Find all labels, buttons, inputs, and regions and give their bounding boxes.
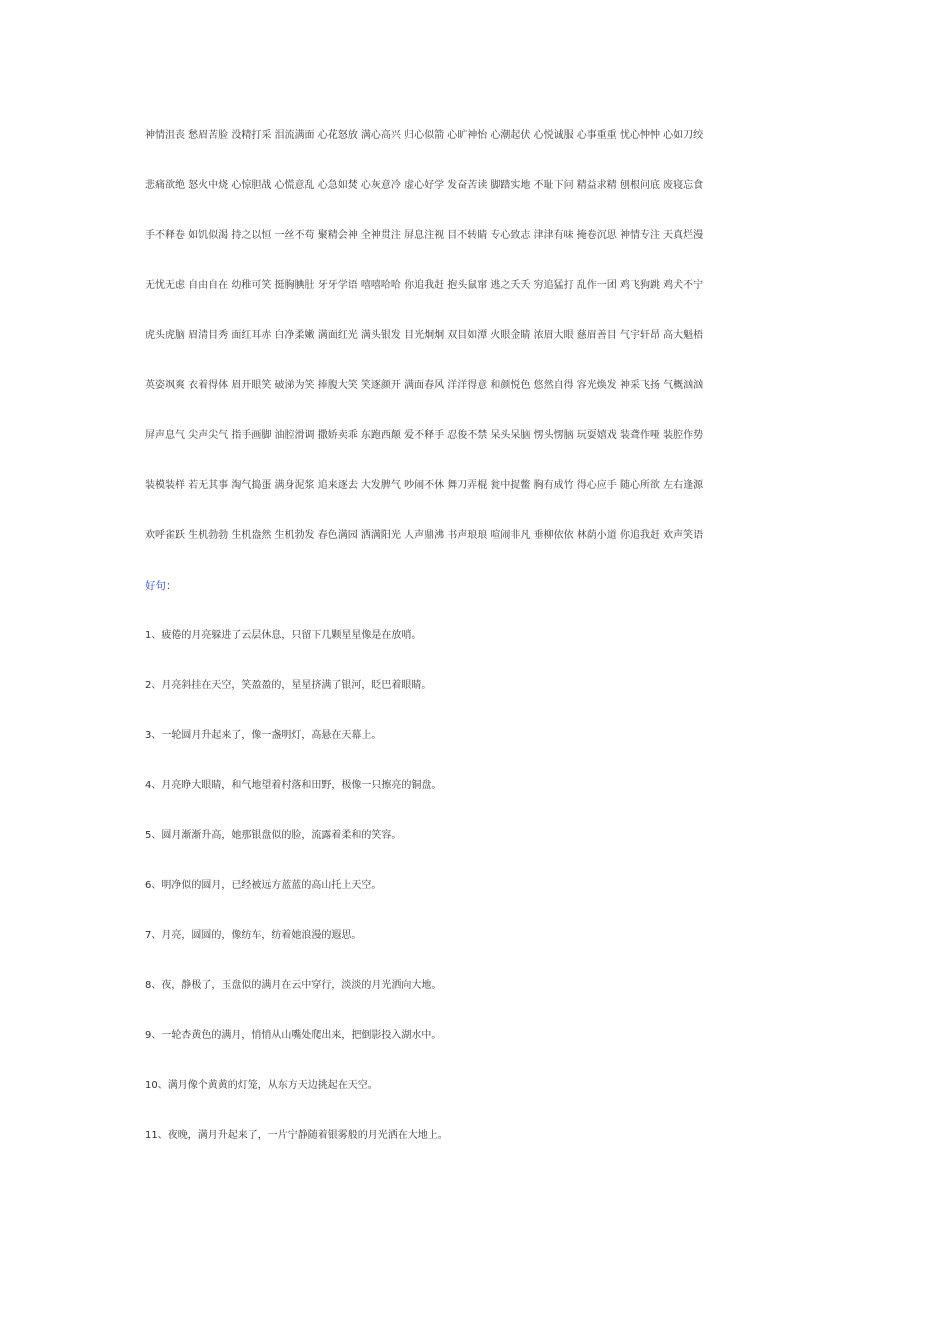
idiom-line: 手不释卷 如饥似渴 持之以恒 一丝不苟 聚精会神 全神贯注 屏息注视 目不转睛 专心致志 津津有味 掩卷沉思 神情专注 天真烂漫 — [145, 230, 704, 241]
section-heading-good-sentences: 好句： — [145, 580, 177, 592]
idiom-line: 虎头虎脑 眉清目秀 面红耳赤 白净柔嫩 满面红光 满头银发 目光炯炯 双目如潭 火眼金睛 浓眉大眼 慈眉善目 气宇轩昂 高大魁梧 — [145, 330, 704, 341]
sentence-item: 2、月亮斜挂在天空，笑盈盈的，星星挤满了银河，眨巴着眼睛。 — [145, 680, 432, 691]
sentence-item: 4、月亮睁大眼睛，和气地望着村落和田野，极像一只擦亮的铜盘。 — [145, 780, 442, 791]
sentence-item: 10、满月像个黄黄的灯笼，从东方天边挑起在天空。 — [145, 1080, 378, 1091]
document-body — [145, 126, 785, 1176]
sentence-item: 7、月亮，圆圆的，像纺车，纺着她浪漫的遐思。 — [145, 930, 362, 941]
sentence-item: 3、一轮圆月升起来了，像一盏明灯，高悬在天幕上。 — [145, 730, 382, 741]
sentence-item: 5、圆月渐渐升高，她那银盘似的脸，流露着柔和的笑容。 — [145, 830, 402, 841]
idiom-line: 英姿飒爽 衣着得体 眉开眼笑 破涕为笑 捧腹大笑 笑逐颜开 满面春风 洋洋得意 和颜悦色 悠然自得 容光焕发 神采飞扬 气概汹汹 — [145, 380, 704, 391]
sentence-item: 11、夜晚，满月升起来了，一片宁静随着银雾般的月光洒在大地上。 — [145, 1130, 448, 1141]
sentence-item: 8、夜，静极了，玉盘似的满月在云中穿行，淡淡的月光洒向大地。 — [145, 980, 442, 991]
idiom-line: 屏声息气 尖声尖气 指手画脚 油腔滑调 撒娇卖乖 东跑西颠 爱不释手 忍俊不禁 呆头呆脑 愣头愣脑 玩耍嬉戏 装聋作哑 装腔作势 — [145, 430, 704, 441]
idiom-line: 神情沮丧 愁眉苦脸 没精打采 泪流满面 心花怒放 满心高兴 归心似箭 心旷神怡 心潮起伏 心悦诚服 心事重重 忧心忡忡 心如刀绞 — [145, 130, 704, 141]
sentence-item: 6、明净似的圆月，已经被远方蓝蓝的高山托上天空。 — [145, 880, 382, 891]
sentence-item: 1、疲倦的月亮躲进了云层休息，只留下几颗星星像是在放哨。 — [145, 630, 422, 641]
idiom-line: 欢呼雀跃 生机勃勃 生机盎然 生机勃发 春色满园 洒满阳光 人声鼎沸 书声琅琅 喧闹非凡 垂柳依依 林荫小道 你追我赶 欢声笑语 — [145, 530, 704, 541]
idiom-line: 无忧无虑 自由自在 幼稚可笑 挺胸腆肚 牙牙学语 嘻嘻哈哈 你追我赶 抱头鼠窜 逃之夭夭 穷追猛打 乱作一团 鸡飞狗跳 鸡犬不宁 — [145, 280, 704, 291]
sentence-item: 9、一轮杏黄色的满月，悄悄从山嘴处爬出来，把倒影投入湖水中。 — [145, 1030, 442, 1041]
idiom-line: 悲痛欲绝 怒火中烧 心惊胆战 心慌意乱 心急如焚 心灰意冷 虚心好学 发奋苦读 脚踏实地 不耻下问 精益求精 刨根问底 废寝忘食 — [145, 180, 704, 191]
idiom-line: 装模装样 若无其事 淘气捣蛋 满身泥浆 追来逐去 大发脾气 吵闹不休 舞刀弄棍 瓮中捉鳖 胸有成竹 得心应手 随心所欲 左右逢源 — [145, 480, 704, 491]
